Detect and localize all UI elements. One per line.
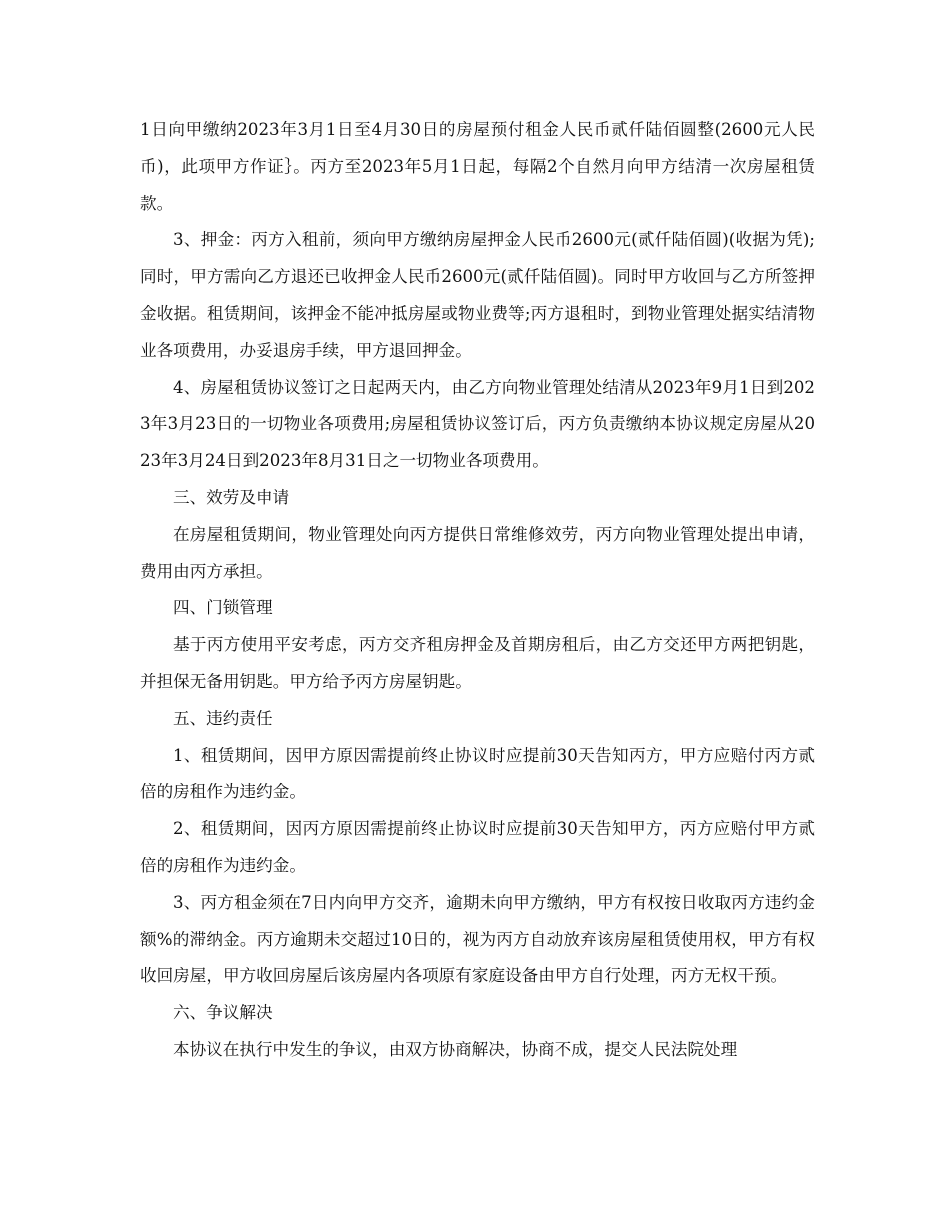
paragraph-deposit: 3、押金：丙方入租前，须向甲方缴纳房屋押金人民币2600元(贰仟陆佰圆)(收据为凭);同时，甲方需向乙方退还已收押金人民币2600元(贰仟陆佰圆)。同时甲方收回与乙方所签押金收据。租赁期间，该押金不能冲抵房屋或物业费等;丙方退租时，到物业管理处据实结清物业各项费用，办妥退房手续，甲方退回押金。 (140, 230, 815, 360)
paragraph-breach-party-c: 2、租赁期间，因丙方原因需提前终止协议时应提前30天告知甲方，丙方应赔付甲方贰倍的房租作为违约金。 (140, 819, 815, 875)
paragraph-dispute: 本协议在执行中发生的争议，由双方协商解决，协商不成，提交人民法院处理 (173, 1039, 738, 1059)
section-heading-lock: 四、门锁管理 (173, 598, 273, 618)
section-heading-service: 三、效劳及申请 (173, 487, 290, 507)
paragraph-property-fees: 4、房屋租赁协议签订之日起两天内，由乙方向物业管理处结清从2023年9月1日到2023年3月23日的一切物业各项费用;房屋租赁协议签订后，丙方负责缴纳本协议规定房屋从2023年3月24日到2023年8月31日之一切物业各项费用。 (140, 377, 815, 471)
section-heading-dispute: 六、争议解决 (173, 1003, 273, 1023)
paragraph-breach-party-a: 1、租赁期间，因甲方原因需提前终止协议时应提前30天告知丙方，甲方应赔付丙方贰倍的房租作为违约金。 (140, 745, 815, 802)
section-heading-breach: 五、违约责任 (173, 708, 273, 728)
paragraph-service: 在房屋租赁期间，物业管理处向丙方提供日常维修效劳，丙方向物业管理处提出申请，费用由丙方承担。 (140, 524, 815, 581)
paragraph-late-payment: 3、丙方租金须在7日内向甲方交齐，逾期未向甲方缴纳，甲方有权按日收取丙方违约金额%的滞纳金。丙方逾期未交超过10日的，视为丙方自动放弃该房屋租赁使用权，甲方有权收回房屋，甲方收回房屋后该房屋内各项原有家庭设备由甲方自行处理，丙方无权干预。 (140, 892, 815, 986)
paragraph-prepaid-rent: 1日向甲缴纳2023年3月1日至4月30日的房屋预付租金人民币贰仟陆佰圆整(2600元人民币)，此项甲方作证｝。丙方至2023年5月1日起，每隔2个自然月向甲方结清一次房屋租赁款。 (140, 120, 815, 213)
document-body (140, 112, 815, 1069)
paragraph-lock: 基于丙方使用平安考虑，丙方交齐租房押金及首期房租后，由乙方交还甲方两把钥匙，并担保无备用钥匙。甲方给予丙方房屋钥匙。 (140, 635, 815, 691)
